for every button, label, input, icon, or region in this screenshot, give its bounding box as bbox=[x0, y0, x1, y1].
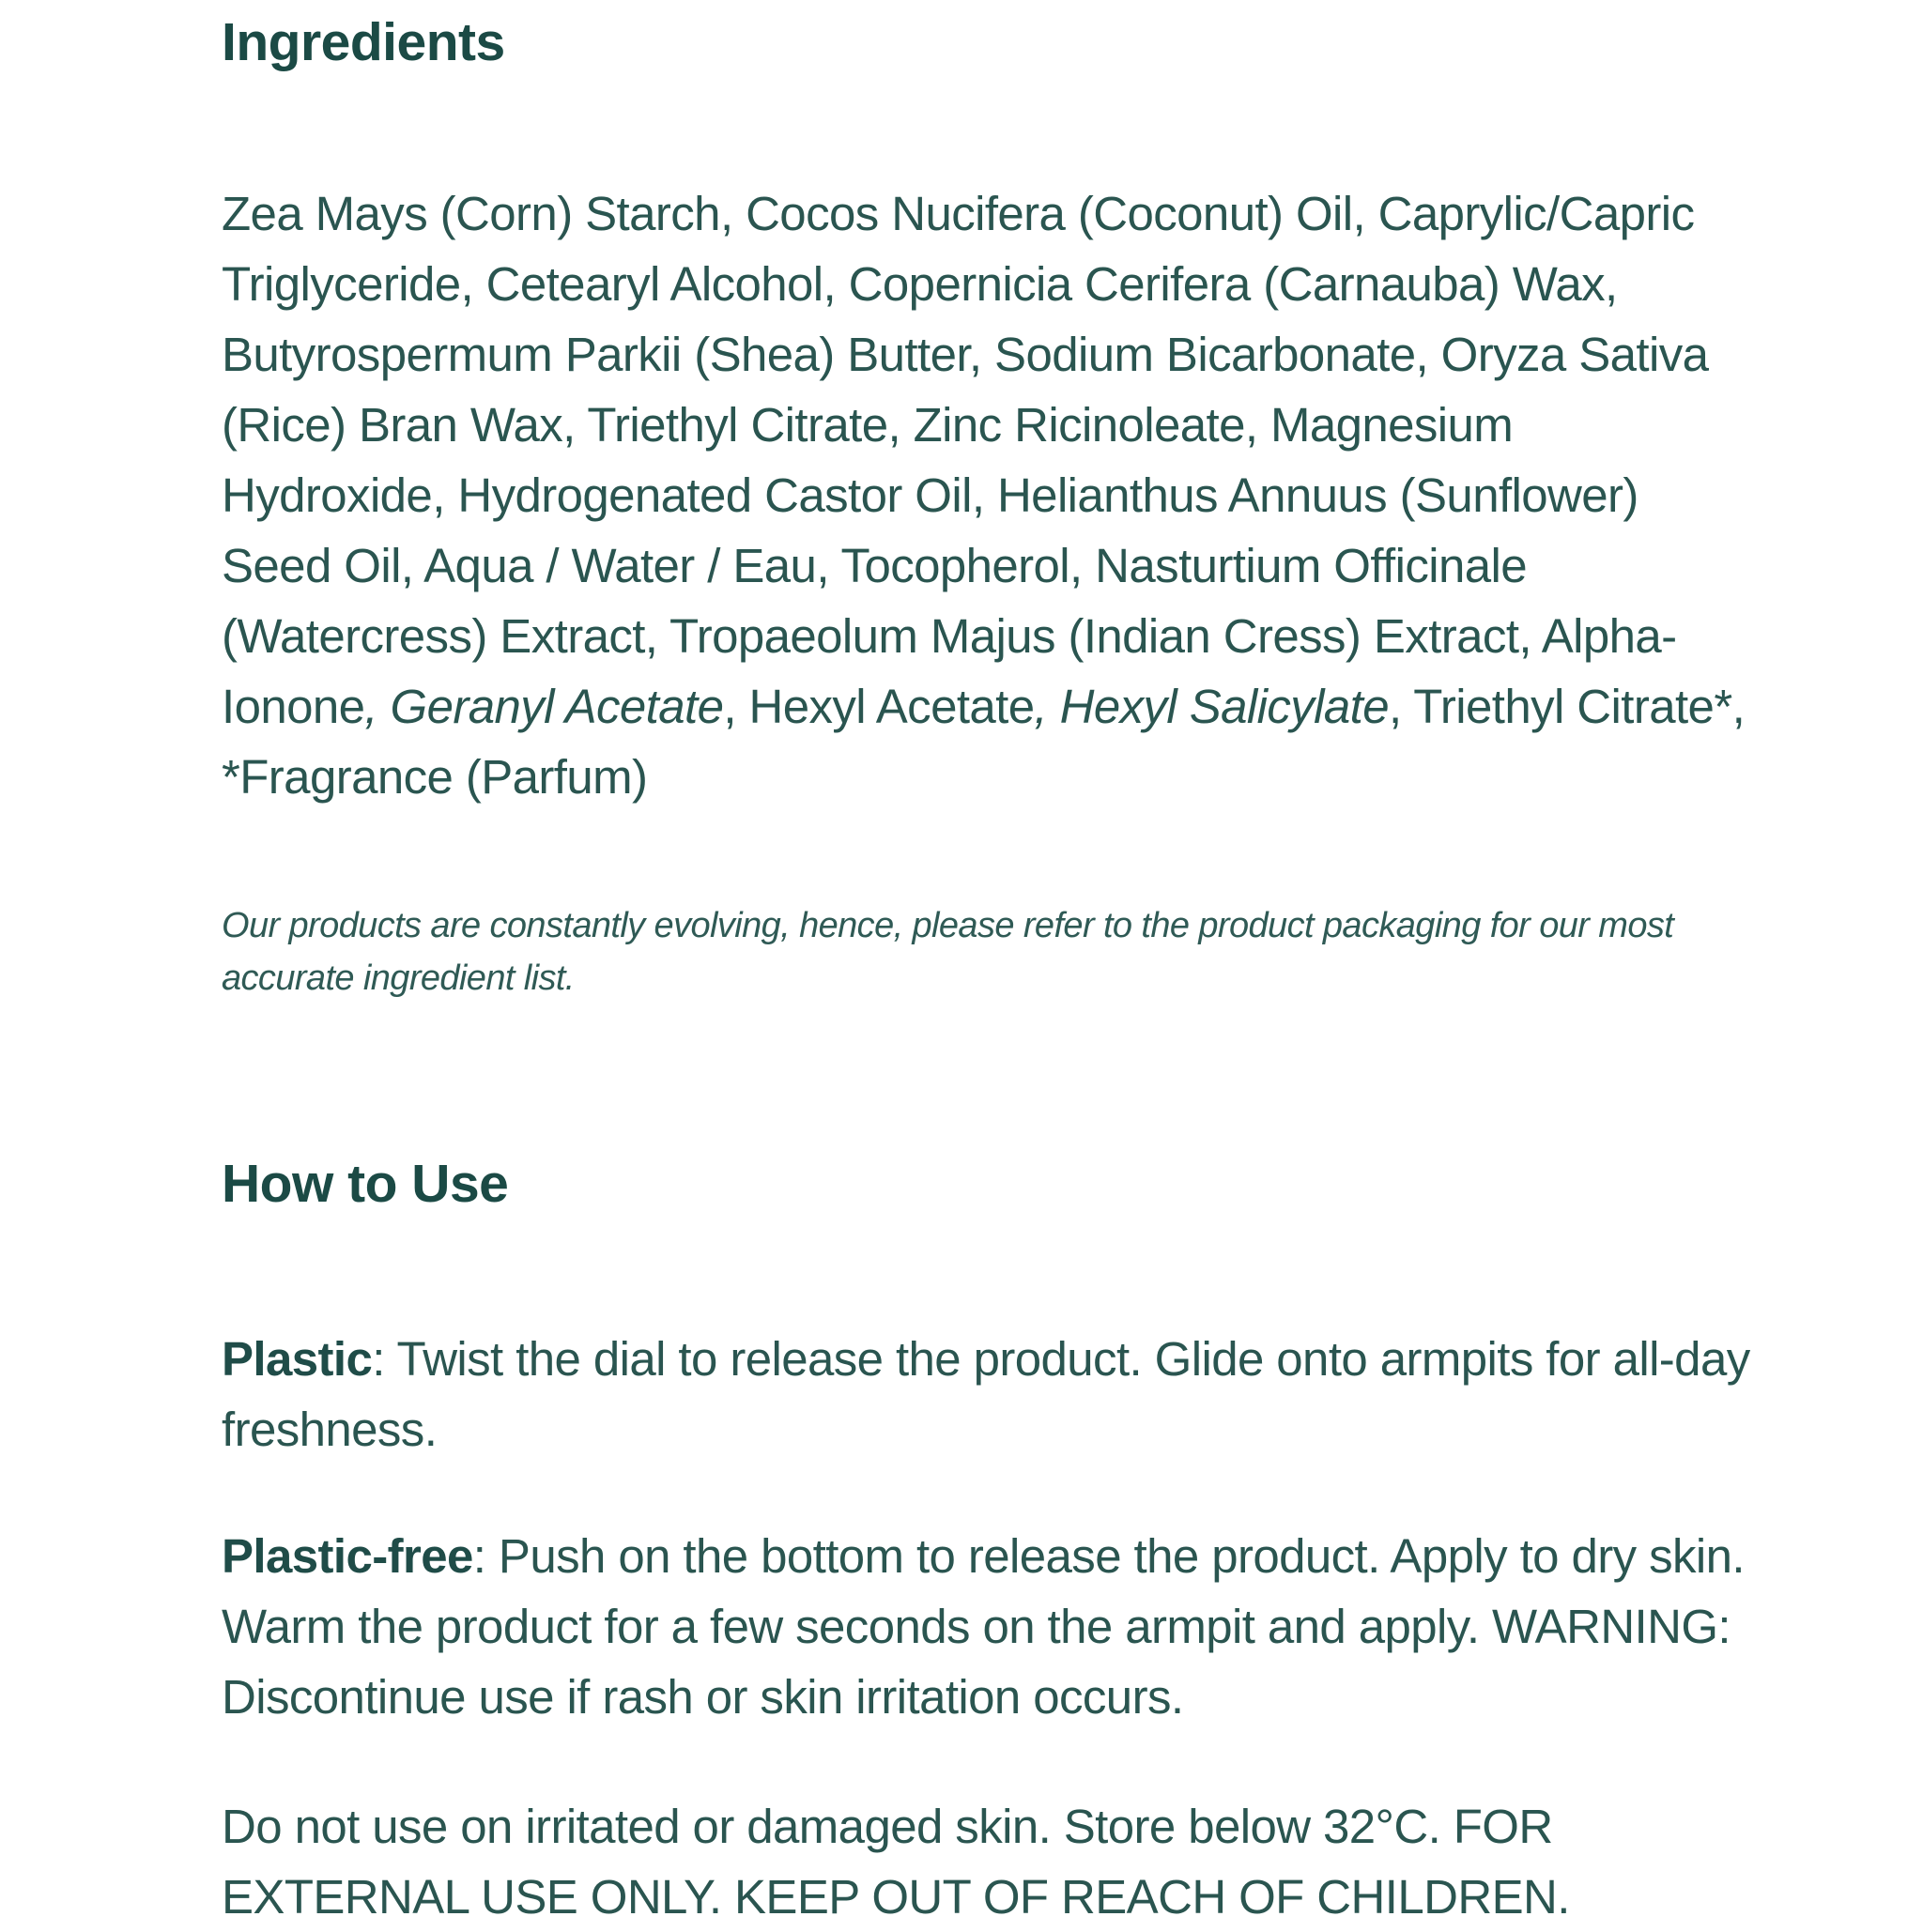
plastic-free-instructions bbox=[222, 1521, 1761, 1732]
ingredients-list-italic-1: , Geranyl Acetate bbox=[364, 680, 724, 733]
plastic-instructions bbox=[222, 1324, 1761, 1464]
how-to-use-heading: How to Use bbox=[222, 1154, 509, 1214]
ingredients-list-text-2: , Hexyl Acetate bbox=[723, 680, 1035, 733]
plastic-label: Plastic bbox=[222, 1332, 373, 1386]
safety-warning: Do not use on irritated or damaged skin. Store below 32°C. FOR EXTERNAL USE ONLY. KEEP OUT OF REACH OF CHILDREN. bbox=[222, 1800, 1570, 1924]
ingredients-list-italic-2: , Hexyl Salicylate bbox=[1034, 680, 1390, 733]
plastic-free-text: : Push on the bottom to release the product. Apply to dry skin. Warm the product for a few seconds on the armpit and apply. WARNING: Discontinue use if rash or skin irritation occurs. bbox=[222, 1529, 1745, 1724]
ingredients-disclaimer: Our products are constantly evolving, hence, please refer to the product packaging for our most accurate ingredient list. bbox=[222, 906, 1674, 998]
plastic-text: : Twist the dial to release the product. Glide onto armpits for all-day freshness. bbox=[222, 1332, 1750, 1456]
ingredients-heading: Ingredients bbox=[222, 12, 505, 72]
ingredients-list-text-1: Zea Mays (Corn) Starch, Cocos Nucifera (Coconut) Oil, Caprylic/Capric Triglyceride, Cetearyl Alcohol, Copernicia Cerifera (Carnauba) Wax, Butyrospermum Parkii (Shea) Butter, Sodium Bicarbonate, Oryza Sativa (Rice) Bran Wax, Triethyl Citrate, Zinc Ricinoleate, Magnesium Hydroxide, Hydrogenated Castor Oil, Helianthus Annuus (Sunflower) Seed Oil, Aqua / Water / Eau, Tocopherol, Nasturtium Officinale (Watercress) Extract, Tropaeolum Majus (Indian Cress) Extract, Alpha-Ionone bbox=[222, 187, 1709, 733]
ingredients-list-text-3: , Triethyl Citrate*, *Fragrance (Parfum) bbox=[222, 680, 1746, 804]
plastic-free-label: Plastic-free bbox=[222, 1529, 473, 1583]
ingredients-list bbox=[222, 178, 1747, 812]
